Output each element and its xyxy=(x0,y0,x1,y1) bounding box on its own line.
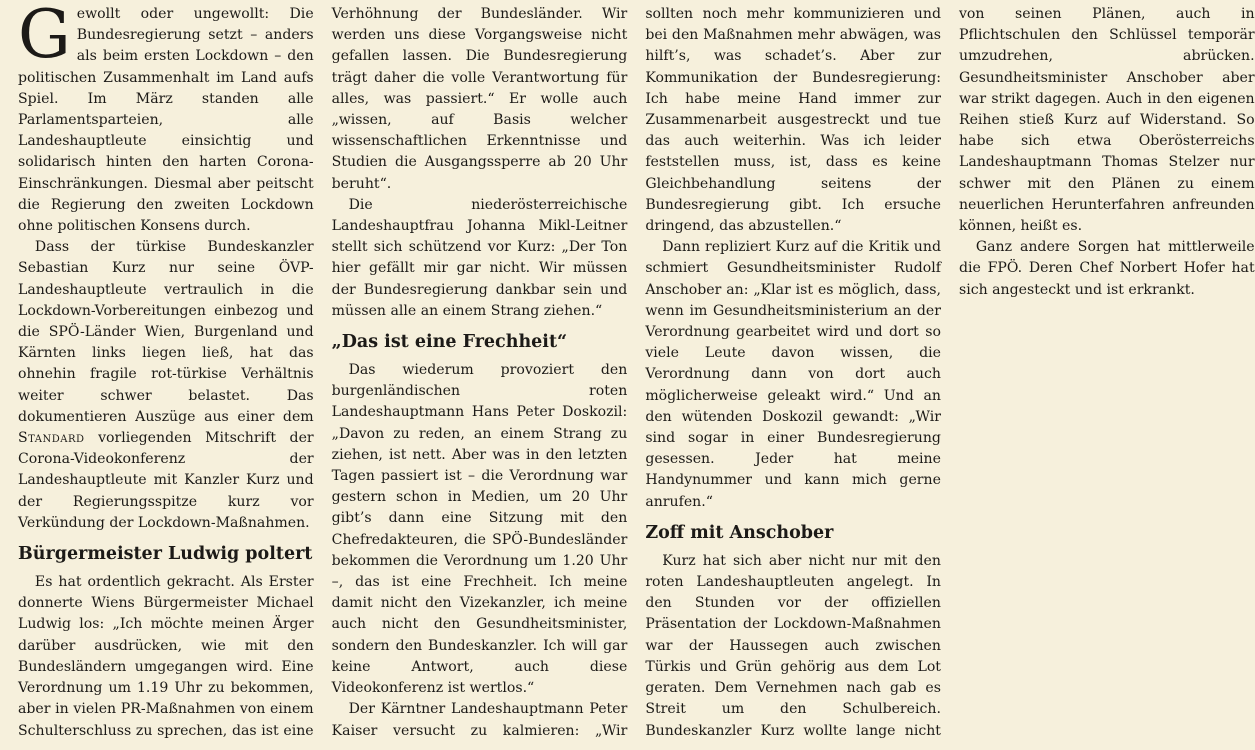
heading-frechheit: „Das ist eine Frechheit“ xyxy=(331,332,568,353)
lead-paragraph xyxy=(18,0,314,237)
paragraph-doskozil: Das wiederum provoziert den burgenländischen roten Landeshauptmann Hans Peter Doskozil: „Davon zu reden, an einem Strang zu ziehen, ist nett. Aber was in den letzten Tagen passiert ist – die Verordnung war gestern schon in Medien, um 20 Uhr gibt’s dann eine Sitzung mit den Chefredakteuren, die SPÖ-Bundesländer bekommen die Verordnung um 1.20 Uhr –, das ist eine Frechheit. Ich meine damit nicht den Vizekanzler, ich meine auch nicht den Gesundheitsminister, sondern den Bundeskanzler. Ich will gar keine Antwort, auch diese Videokonferenz ist wertlos.“ xyxy=(331,362,628,697)
heading-ludwig: Bürgermeister Ludwig poltert xyxy=(18,544,313,565)
paragraph-kaiser: Der Kärntner Landeshauptmann Peter Kaiser versucht zu kalmieren: „Wir sollten noch mehr kommunizieren und bei den Maßnahmen mehr abwägen, was hilft’s, was schadet’s. Aber zur Kommunikation der Bundesregierung: Ich habe meine Hand immer zur Zusammenarbeit ausgestreckt und tue das auch weiterhin. Was ich leider feststellen muss, ist, dass es keine Gleichbehandlung seitens der Bundesregierung gibt. Ich ersuche dringend, das abzustellen.“ xyxy=(331,6,941,739)
article-columns xyxy=(18,0,1255,750)
heading-anschober: Zoff mit Anschober xyxy=(645,522,834,543)
paragraph-text: vorliegenden Mitschrift der Corona-Videokonferenz der Landeshauptleute mit Kanzler Kurz und der Regierungsspitze kurz vor Verkündung der Lockdown-Maßnahmen. xyxy=(18,430,314,531)
paragraph-text: Dass der türkise Bundeskanzler Sebastian Kurz nur seine ÖVP-Landeshauptleute vertraulich in die Lockdown-Vorbereitungen einbezog und die SPÖ-Länder Wien, Burgenland und Kärnten links liegen ließ, hat das ohnehin fragile rot-türkise Verhältnis weiter schwer belastet. Das dokumentieren Auszüge aus einer dem xyxy=(18,239,314,425)
paragraph-mikl-leitner: Die niederösterreichische Landeshauptfrau Johanna Mikl-Leitner stellt sich schützend vor Kurz: „Der Ton hier gefällt mir gar nicht. Wir müssen der Bundesregierung dankbar sein und müssen alle an einem Strang ziehen.“ xyxy=(331,196,628,319)
paragraph-anschober: Kurz hat sich aber nicht nur mit den roten Landeshauptleuten angelegt. In den Stunden vor der offiziellen Präsentation der Lockdown-Maßnahmen war der Haussegen auch zwischen Türkis und Grün gehörig aus dem Lot geraten. Dem Vernehmen nach gab es Streit um den Schulbereich. Bundeskanzler Kurz wollte lange nicht von seinen Plänen, auch in Pflichtschulen den Schlüssel temporär umzudrehen, abrücken. Gesundheitsminister Anschober aber war strikt dagegen. Auch in den eigenen Reihen stieß Kurz auf Widerstand. So habe sich etwa Oberösterreichs Landeshauptmann Thomas Stelzer nur schwer mit den Plänen zu einem neuerlichen Herunterfahren anfreunden können, heißt es. xyxy=(645,6,1255,739)
lead-text: ewollt oder ungewollt: Die Bundesregierung setzt – anders als beim ersten Lockdown – den politischen Zusammenhalt im Land aufs Spiel. Im März standen alle Parlamentsparteien, alle Landeshauptleute einsichtig und solidarisch hinten den harten Corona-Einschränkungen. Diesmal aber peitscht die Regierung den zweiten Lockdown ohne politischen Konsens durch. xyxy=(18,6,314,235)
paragraph-fpoe: Ganz andere Sorgen hat mittlerweile die FPÖ. Deren Chef Norbert Hofer hat sich angesteckt und ist erkrankt. xyxy=(958,239,1255,298)
paragraph-ludwig: Es hat ordentlich gekracht. Als Erster donnerte Wiens Bürgermeister Michael Ludwig los: „Ich möchte meinen Ärger darüber ausdrücken, wie mit den Bundesländern umgegangen wird. Eine Verordnung um 1.19 Uhr zu bekommen, aber in vielen PR-Maßnahmen von einem Schulterschluss zu sprechen, das ist eine Verhöhnung der Bundesländer. Wir werden uns diese Vorgangsweise nicht gefallen lassen. Die Bundesregierung trägt daher die volle Verantwortung für alles, was passiert.“ Er wolle auch „wissen, auf Basis welcher wissenschaftlichen Erkenntnisse und Studien die Ausgangssperre ab 20 Uhr beruht“. xyxy=(18,6,628,739)
drop-cap: G xyxy=(18,0,71,73)
standard-masthead: Standard xyxy=(18,430,85,447)
paragraph-kurz-oevp xyxy=(18,237,314,534)
paragraph-kurz-reply: Dann repliziert Kurz auf die Kritik und schmiert Gesundheitsminister Rudolf Anschober an: „Klar ist es möglich, dass, wenn im Gesundheitsministerium an der Verordnung gearbeitet wird und dort so viele Leute davon wissen, die Verordnung dann von dort auch möglicherweise geleakt wird.“ Und an den wütenden Doskozil gewandt: „Wir sind sogar in einer Bundesregierung gesessen. Jeder hat meine Handynummer und kann mich gerne anrufen.“ xyxy=(645,239,941,510)
